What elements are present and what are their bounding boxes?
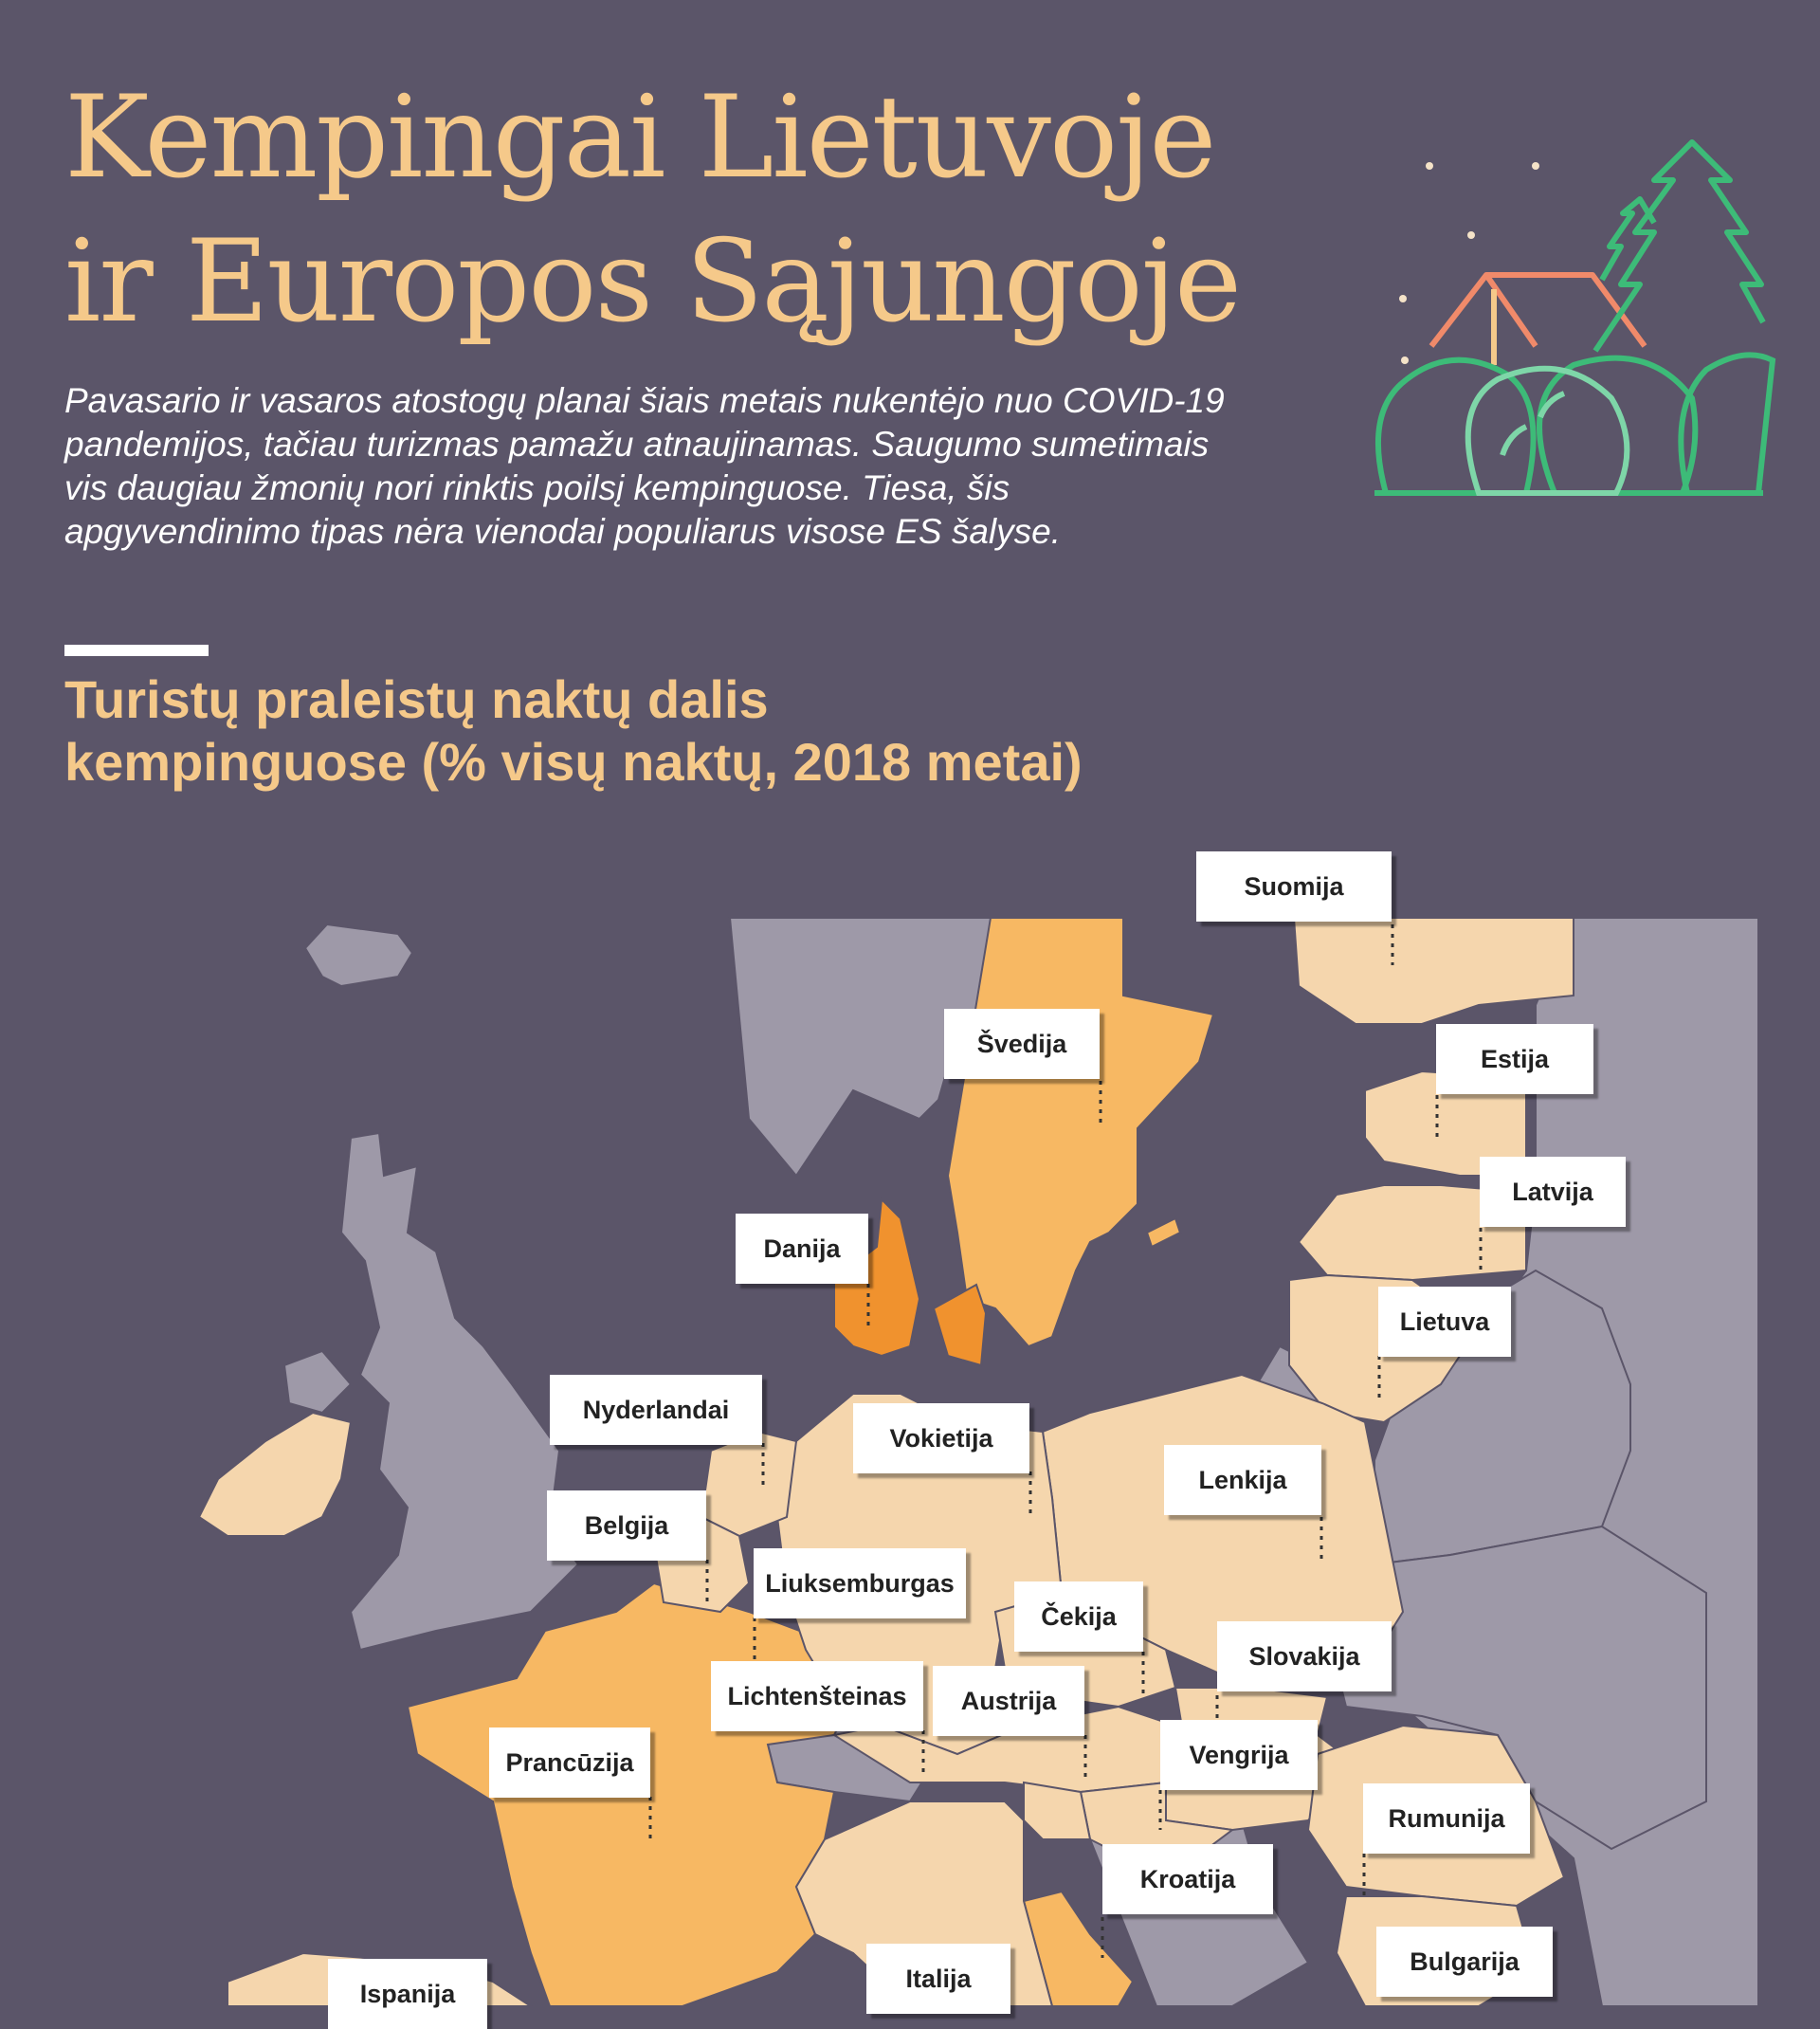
label-kroatija: Kroatija [1102,1844,1273,1914]
label-lietuva: Lietuva [1378,1287,1511,1357]
title-line-2: ir Europos Sąjungoje [64,216,1240,348]
label-bulgarija: Bulgarija [1376,1927,1553,1997]
label-italija: Italija [866,1944,1010,2014]
label-nyderlandai: Nyderlandai [550,1375,762,1445]
label-belgija: Belgija [547,1490,706,1561]
label-austrija: Austrija [933,1666,1084,1736]
label-ispanija: Ispanija [328,1959,487,2029]
label-liuksemburgas: Liuksemburgas [754,1548,966,1618]
label-rumunija: Rumunija [1363,1783,1530,1854]
sweden-shape [948,918,1213,1346]
label-cekija: Čekija [1014,1581,1143,1652]
uk-shape [341,1133,578,1650]
ireland-shape [199,1413,351,1536]
label-svedija: Švedija [944,1009,1100,1079]
label-prancuzija: Prancūzija [489,1727,650,1798]
intro-paragraph: Pavasario ir vasaros atostogų planai šiais metais nukentėjo nuo COVID-19 pandemijos, tačiau turizmas pamažu atnaujinamas. Saugumo sumetimais vis daugiau žmonių nori rinktis poilsį kempinguose. Tiesa, šis apgyvendinimo tipas nėra vienodai populiarus visose ES šalyse. [64,381,1225,551]
iceland-shape [305,924,412,986]
map-subtitle-line-2: kempinguose (% visų naktų, 2018 metai) [64,732,1083,792]
label-danija: Danija [736,1214,868,1284]
title-line-1: Kempingai Lietuvoje [64,72,1215,204]
gotland-shape [1147,1218,1180,1247]
zealand-shape [934,1285,986,1365]
label-lenkija: Lenkija [1164,1445,1321,1515]
finland-shape [1294,918,1574,1024]
label-latvija: Latvija [1480,1157,1626,1227]
label-suomija: Suomija [1196,851,1392,922]
map-subtitle-line-1: Turistų praleistų naktų dalis [64,669,769,729]
label-vengrija: Vengrija [1160,1720,1318,1790]
label-estija: Estija [1436,1024,1593,1094]
label-lichtensteinas: Lichtenšteinas [711,1661,923,1731]
slovenia-shape [1024,1782,1090,1839]
label-slovakija: Slovakija [1217,1621,1392,1691]
northern-ireland-shape [284,1351,351,1413]
label-vokietija: Vokietija [853,1403,1029,1473]
